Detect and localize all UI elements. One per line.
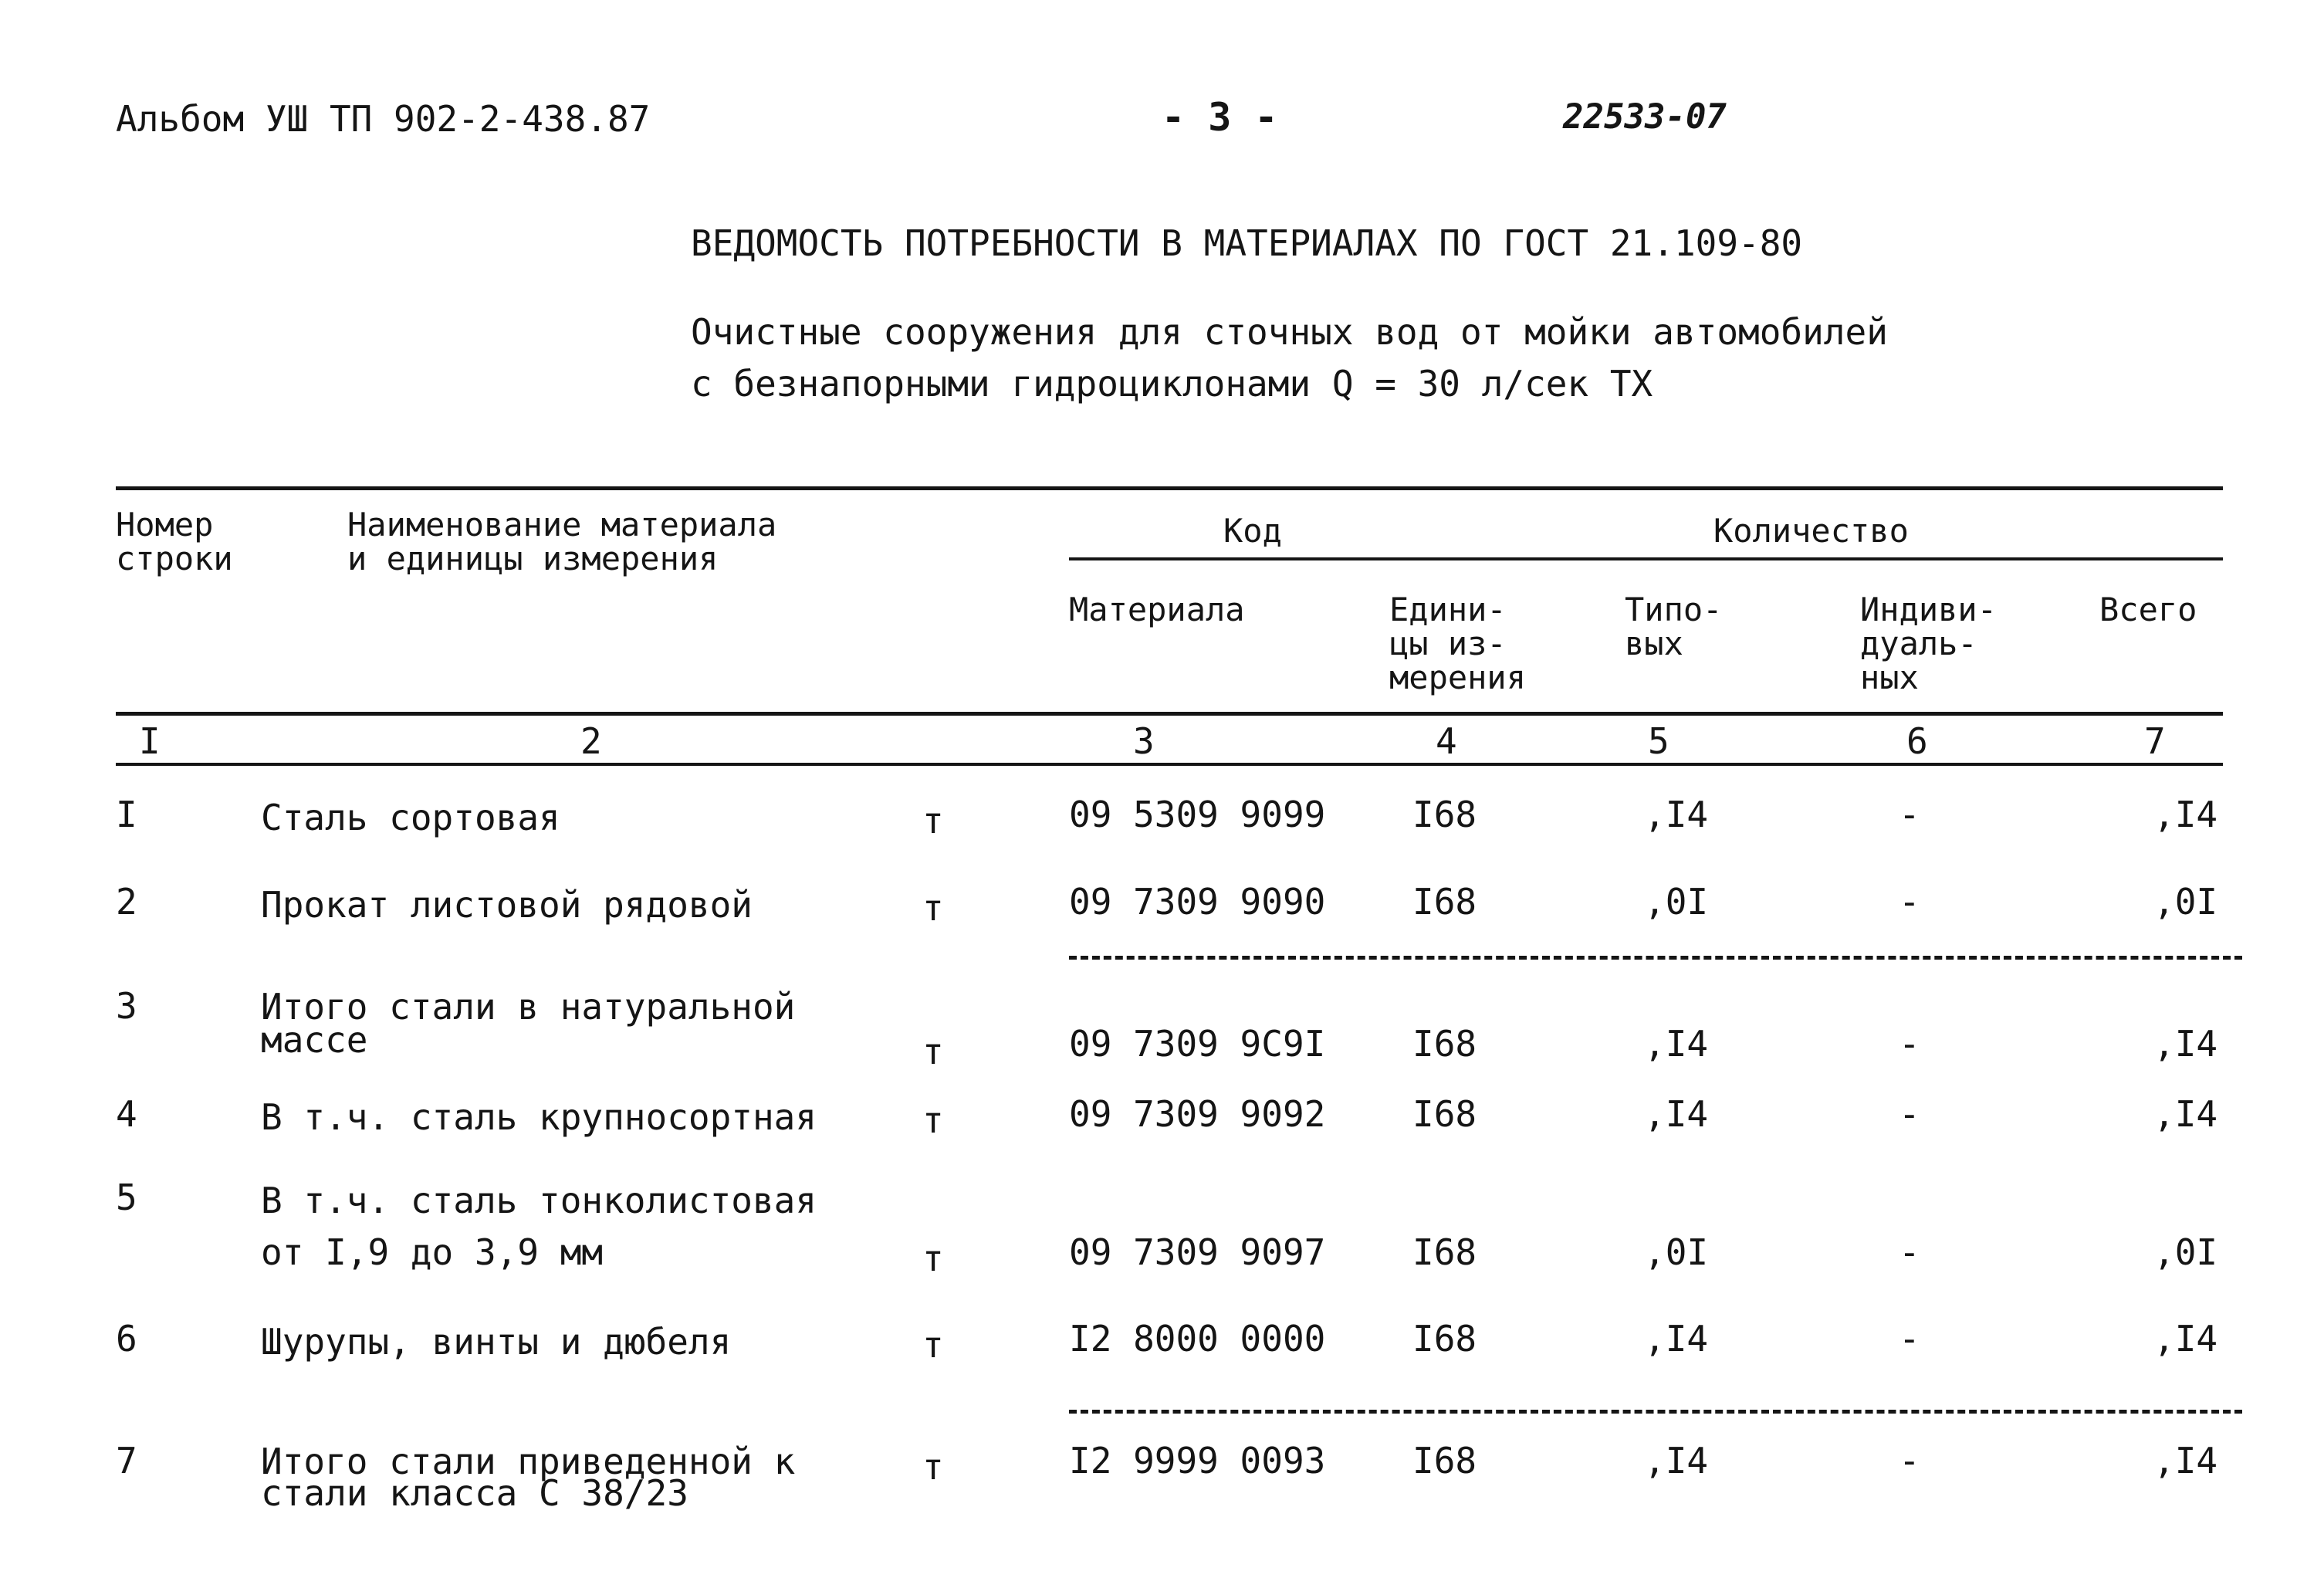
header-unit-line-1: Едини- — [1389, 591, 1507, 628]
header-name-line-2: и единицы измерения — [347, 540, 719, 577]
page-number: - 3 - — [1162, 95, 1278, 140]
header-typical-line-1: Типо- — [1625, 591, 1723, 628]
row-1-total: ,I4 — [2153, 794, 2218, 835]
page-title: ВЕДОМОСТЬ ПОТРЕБНОСТИ В МАТЕРИАЛАХ ПО ГОСТ 21.109-80 — [691, 222, 1803, 264]
row-2-total: ,0I — [2153, 881, 2218, 923]
row-6-name: Шурупы, винты и дюбеля — [261, 1321, 732, 1363]
header-total: Всего — [2099, 591, 2197, 628]
header-material-code: Материала — [1069, 591, 1245, 628]
row-1-code: 09 5309 9099 — [1069, 794, 1326, 835]
header-unit-code — [1389, 593, 1526, 695]
row-4-code: 09 7309 9092 — [1069, 1093, 1326, 1135]
document-code: 22533-07 — [1563, 97, 1727, 137]
column-number-2: 2 — [580, 720, 602, 762]
row-3-name-line-2: массе — [261, 1019, 368, 1061]
column-number-6: 6 — [1906, 720, 1928, 762]
row-1-unit-code: I68 — [1412, 794, 1477, 835]
row-3-unit-code: I68 — [1412, 1023, 1477, 1065]
column-number-1: I — [139, 720, 161, 762]
row-3-individual: - — [1899, 1023, 1920, 1065]
row-2-number: 2 — [116, 881, 137, 923]
row-1-number: I — [116, 794, 137, 835]
row-4-unit: т — [922, 1099, 944, 1141]
row-3-typical: ,I4 — [1644, 1023, 1709, 1065]
row-5-unit: т — [922, 1238, 944, 1279]
row-6-total: ,I4 — [2153, 1318, 2218, 1360]
row-7-typical: ,I4 — [1644, 1440, 1709, 1482]
row-6-number: 6 — [116, 1318, 137, 1360]
row-7-unit: т — [922, 1446, 944, 1488]
row-7-code: I2 9999 0093 — [1069, 1440, 1326, 1482]
row-6-individual: - — [1899, 1318, 1920, 1360]
code-quantity-rule — [1069, 557, 2223, 560]
header-unit-line-2: цы из- — [1389, 625, 1507, 662]
row-4-typical: ,I4 — [1644, 1093, 1709, 1135]
table-top-rule — [116, 486, 2223, 490]
row-5-unit-code: I68 — [1412, 1231, 1477, 1273]
row-1-unit: т — [922, 800, 944, 842]
row-7-total: ,I4 — [2153, 1440, 2218, 1482]
row-5-total: ,0I — [2153, 1231, 2218, 1273]
row-7-name-line-2: стали класса С 38/23 — [261, 1472, 688, 1514]
row-4-individual: - — [1899, 1093, 1920, 1135]
row-4-total: ,I4 — [2153, 1093, 2218, 1135]
row-2-unit-code: I68 — [1412, 881, 1477, 923]
album-reference: Альбом УШ ТП 902-2-438.87 — [116, 98, 651, 140]
row-3-code: 09 7309 9C9I — [1069, 1023, 1326, 1065]
header-unit-line-3: мерения — [1389, 659, 1527, 696]
header-name-line-1: Наименование материала — [347, 506, 777, 544]
row-7-unit-code: I68 — [1412, 1440, 1477, 1482]
row-2-unit: т — [922, 887, 944, 929]
row-1-typical: ,I4 — [1644, 794, 1709, 835]
header-row-number-line-1: Номер — [116, 506, 214, 544]
separator-dashed-2 — [1069, 1410, 2242, 1414]
row-3-name-line-1: Итого стали в натуральной — [261, 986, 796, 1028]
column-number-7: 7 — [2144, 720, 2166, 762]
column-numbers-rule — [116, 763, 2223, 766]
header-individual — [1860, 593, 1997, 695]
column-number-4: 4 — [1436, 720, 1457, 762]
row-3-number: 3 — [116, 985, 137, 1027]
header-typical — [1625, 593, 1722, 661]
column-number-3: 3 — [1133, 720, 1155, 762]
row-6-unit: т — [922, 1324, 944, 1366]
row-6-code: I2 8000 0000 — [1069, 1318, 1326, 1360]
header-material-name — [347, 508, 776, 576]
subtitle-line-1: Очистные сооружения для сточных вод от мойки автомобилей — [691, 311, 1888, 353]
row-5-typical: ,0I — [1644, 1231, 1709, 1273]
row-2-individual: - — [1899, 881, 1920, 923]
row-6-typical: ,I4 — [1644, 1318, 1709, 1360]
row-2-name: Прокат листовой рядовой — [261, 884, 753, 926]
row-1-name: Сталь сортовая — [261, 797, 560, 838]
row-6-unit-code: I68 — [1412, 1318, 1477, 1360]
header-row-number-line-2: строки — [116, 540, 233, 577]
row-7-individual: - — [1899, 1440, 1920, 1482]
row-3-unit: т — [922, 1031, 944, 1072]
row-5-code: 09 7309 9097 — [1069, 1231, 1326, 1273]
row-7-number: 7 — [116, 1440, 137, 1482]
row-2-typical: ,0I — [1644, 881, 1709, 923]
header-row-number — [116, 508, 233, 576]
row-4-unit-code: I68 — [1412, 1093, 1477, 1135]
row-5-individual: - — [1899, 1231, 1920, 1273]
header-bottom-rule — [116, 712, 2223, 716]
row-2-code: 09 7309 9090 — [1069, 881, 1326, 923]
column-number-5: 5 — [1648, 720, 1669, 762]
row-1-individual: - — [1899, 794, 1920, 835]
header-individual-line-2: дуаль- — [1860, 625, 1977, 662]
row-4-name: В т.ч. сталь крупносортная — [261, 1096, 817, 1138]
separator-dashed-1 — [1069, 956, 2242, 960]
row-5-name-line-1: В т.ч. сталь тонколистовая — [261, 1180, 817, 1221]
header-quantity: Количество — [1713, 512, 1909, 550]
header-individual-line-1: Индиви- — [1860, 591, 1998, 628]
row-7-name-line-1: Итого стали приведенной к — [261, 1441, 796, 1482]
row-3-total: ,I4 — [2153, 1023, 2218, 1065]
header-individual-line-3: ных — [1860, 659, 1919, 696]
row-5-number: 5 — [116, 1177, 137, 1218]
row-5-name-line-2: от I,9 до 3,9 мм — [261, 1231, 604, 1273]
row-4-number: 4 — [116, 1093, 137, 1135]
header-typical-line-2: вых — [1625, 625, 1683, 662]
subtitle-line-2: с безнапорными гидроциклонами Q = 30 л/сек ТХ — [691, 363, 1653, 405]
header-code: Код — [1223, 512, 1282, 550]
